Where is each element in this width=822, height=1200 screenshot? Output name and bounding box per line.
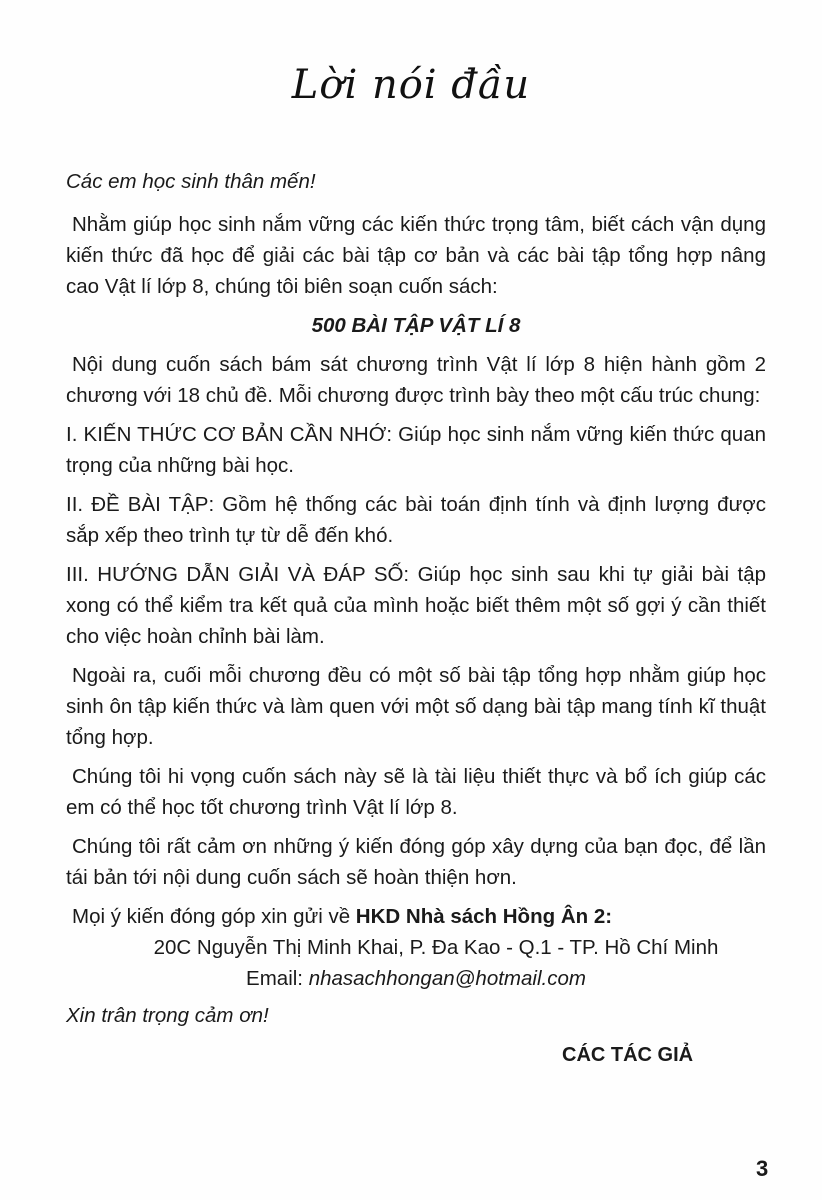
section-solutions: III. HƯỚNG DẪN GIẢI VÀ ĐÁP SỐ: Giúp học sinh sau khi tự giải bài tập xong có thể kiểm tra kết quả của mình hoặc biết thêm một số gợi ý cần thiết cho việc hoàn chỉnh bài làm. [66,563,766,648]
email-address: nhasachhongan@hotmail.com [308,967,586,990]
section-basic-knowledge: I. KIẾN THỨC CƠ BẢN CẦN NHỚ: Giúp học sinh nắm vững kiến thức quan trọng của những bài học. [66,423,766,477]
closing-thanks: Xin trân trọng cảm ơn! [66,1004,269,1027]
preface-body [66,166,766,1031]
greeting: Các em học sinh thân mến! [66,170,316,193]
publisher-name: HKD Nhà sách Hồng Ân 2: [355,905,613,928]
page-number: 3 [756,1156,769,1181]
contact-line [66,901,766,932]
content-intro-paragraph: Nội dung cuốn sách bám sát chương trình Vật lí lớp 8 hiện hành gồm 2 chương với 18 chủ đề. Mỗi chương được trình bày theo một cấu trúc chung: [66,353,766,407]
gratitude-paragraph: Chúng tôi rất cảm ơn những ý kiến đóng góp xây dựng của bạn đọc, để lần tái bản tới nội dung cuốn sách sẽ hoàn thiện hơn. [66,835,766,889]
section-exercises: II. ĐỀ BÀI TẬP: Gồm hệ thống các bài toán định tính và định lượng được sắp xếp theo trình tự từ dễ đến khó. [66,493,766,547]
email-label: Email: [246,967,309,990]
contact-prefix: Mọi ý kiến đóng góp xin gửi về [72,905,356,928]
extra-paragraph: Ngoài ra, cuối mỗi chương đều có một số bài tập tổng hợp nhằm giúp học sinh ôn tập kiến thức và làm quen với một số dạng bài tập mang tính kĩ thuật tổng hợp. [66,664,766,749]
publisher-address: 20C Nguyễn Thị Minh Khai, P. Đa Kao - Q.1 - TP. Hồ Chí Minh [153,936,719,959]
authors-signature: CÁC TÁC GIẢ [562,1044,694,1066]
email-line [66,963,766,994]
hope-paragraph: Chúng tôi hi vọng cuốn sách này sẽ là tài liệu thiết thực và bổ ích giúp các em có thể học tốt chương trình Vật lí lớp 8. [66,765,766,819]
book-title: 500 BÀI TẬP VẬT LÍ 8 [311,314,521,337]
intro-paragraph: Nhằm giúp học sinh nắm vững các kiến thức trọng tâm, biết cách vận dụng kiến thức đã học để giải các bài tập cơ bản và các bài tập tổng hợp nâng cao Vật lí lớp 8, chúng tôi biên soạn cuốn sách: [66,213,766,298]
page-title: Lời nói đầu [291,62,531,108]
